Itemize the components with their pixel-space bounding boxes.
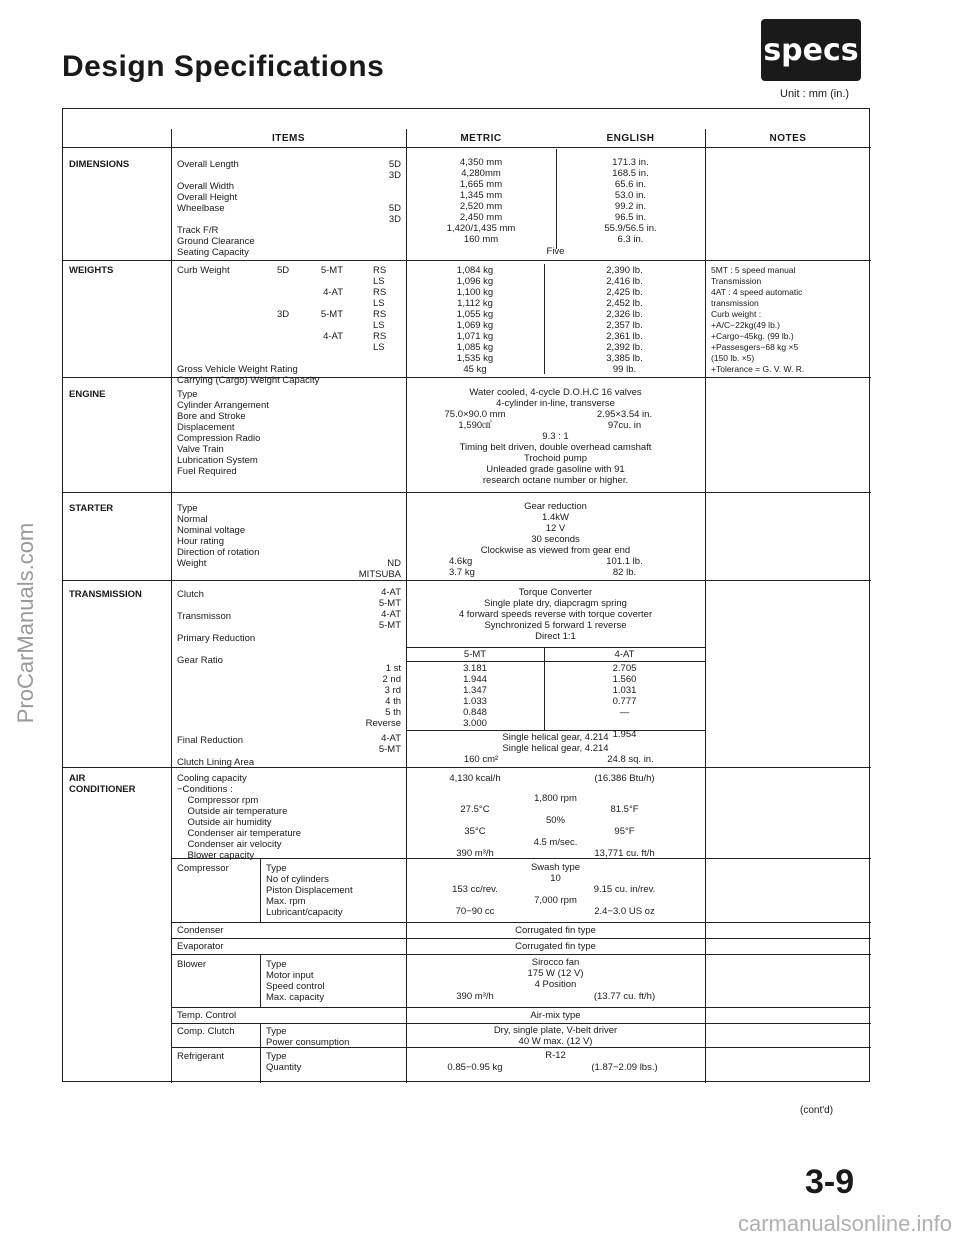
ac-capacity-metric: 4,130 kcal/h xyxy=(449,773,501,784)
refrigerant-qty-english: (1.87−2.09 lbs.) xyxy=(591,1062,658,1073)
compressor-lub-english: 2.4−3.0 US oz xyxy=(594,906,655,917)
ac-humidity: 50% xyxy=(545,815,565,826)
spec-table xyxy=(62,108,870,1082)
dimensions-metric: 4,350 mm 4,280mm 1,665 mm 1,345 mm 2,520 mm 2,450 mm 1,420/1,435 mm 160 mm xyxy=(446,157,516,245)
refrigerant-label: Refrigerant xyxy=(177,1051,224,1062)
transmission-items: Clutch Transmisson Primary Reduction Gear Ratio xyxy=(177,589,256,666)
ac-outside-temp-english: 81.5°F xyxy=(610,804,639,815)
blower-cap-english: (13.77 cu. ft/h) xyxy=(593,991,656,1002)
blower-items: Type Motor input Speed control Max. capacity xyxy=(266,959,325,1003)
row-divider xyxy=(406,661,705,662)
clutch-lining-english: 24.8 sq. in. xyxy=(607,754,654,765)
ac-cond-temp-english: 95°F xyxy=(614,826,635,837)
specs-badge: specs xyxy=(761,19,861,81)
starter-items: Type Normal Nominal voltage Hour rating Direction of rotation Weight xyxy=(177,503,260,569)
transmission-items-2: Final Reduction Clutch Lining Area xyxy=(177,735,255,768)
side-watermark xyxy=(6,493,46,753)
condenser-label: Condenser xyxy=(177,925,224,936)
weights-metric: 1,084 kg 1,096 kg 1,100 kg 1,112 kg 1,055 kg 1,069 kg 1,071 kg 1,085 kg 1,535 kg 45 kg xyxy=(456,265,494,375)
row-divider xyxy=(63,260,871,261)
gear-labels: 1 st 2 nd 3 rd 4 th 5 th Reverse xyxy=(365,663,401,729)
starter-makes: ND MITSUBA xyxy=(358,558,401,580)
compressor-label: Compressor xyxy=(177,863,229,874)
blower-label: Blower xyxy=(177,959,207,970)
gear-header-4at: 4-AT xyxy=(614,649,635,660)
comp-clutch-values: Dry, single plate, V-belt driver 40 W max. (12 V) xyxy=(493,1025,618,1047)
weights-trans: 5-MT 4-AT 5-MT 4-AT xyxy=(320,265,343,342)
ac-outside-temp-metric: 27.5°C xyxy=(460,804,490,815)
section-starter: STARTER xyxy=(69,503,114,514)
engine-bore-english: 2.95×3.54 in. xyxy=(596,409,653,420)
engine-disp-metric: 1,590㎤ xyxy=(458,420,492,431)
compressor-items: Type No of cylinders Piston Displacement Max. rpm Lubricant/capacity xyxy=(266,863,353,918)
transmission-sub-2: 4-AT 5-MT xyxy=(378,733,401,755)
section-dimensions: DIMENSIONS xyxy=(69,159,130,170)
engine-fuel: Unleaded grade gasoline with 91 xyxy=(486,464,625,475)
engine-lubrication: Trochoid pump xyxy=(523,453,587,464)
engine-bore-metric: 75.0×90.0 mm xyxy=(444,409,506,420)
compressor-cylinders: 10 xyxy=(550,873,561,884)
engine-compression: 9.3 : 1 xyxy=(542,431,569,442)
row-divider xyxy=(63,147,871,148)
clutch-lining-metric: 160 cm² xyxy=(463,754,499,765)
col-header-english: ENGLISH xyxy=(606,133,655,144)
gear-ratios-5mt: 3.181 1.944 1.347 1.033 0.848 3.000 xyxy=(463,663,487,729)
blower-values: Sirocco fan 175 W (12 V) 4 Position xyxy=(527,957,584,990)
engine-type: Water cooled, 4-cycle D.O.H.C 16 valves xyxy=(469,387,642,398)
row-divider xyxy=(171,1023,871,1024)
compressor-pd-english: 9.15 cu. in/rev. xyxy=(593,884,656,895)
col-header-items: ITEMS xyxy=(271,133,306,144)
engine-disp-english: 97cu. in xyxy=(607,420,642,431)
comp-clutch-items: Type Power consumption xyxy=(266,1026,350,1048)
gear-header-5mt: 5-MT xyxy=(463,649,487,660)
ac-cond-temp-metric: 35°C xyxy=(464,826,486,837)
row-divider xyxy=(406,647,705,648)
refrigerant-items: Type Quantity xyxy=(266,1051,302,1073)
section-weights: WEIGHTS xyxy=(69,265,114,276)
compressor-pd-metric: 153 cc/rev. xyxy=(452,884,498,895)
temp-control-value: Air-mix type xyxy=(530,1010,581,1021)
weights-grade: RS LS RS LS RS LS RS LS xyxy=(373,265,387,353)
temp-control-label: Temp. Control xyxy=(177,1010,237,1021)
bottom-watermark: carmanualsonline.info xyxy=(737,1211,952,1236)
section-transmission: TRANSMISSION xyxy=(69,589,142,600)
weights-notes: 5MT : 5 speed manual Transmission 4AT : 4 speed automatic transmission Curb weight : +A/C−22kg(49 lb.) +Cargo−45kg. (99 lb.) +Passesgers−68 kg ×5 (150 lb. ×5) +Tolerance = G. V. W. R. xyxy=(711,265,805,374)
engine-items: Type Cylinder Arrangement Bore and Stroke Displacement Compression Radio Valve Train Lubrication System Fuel Required xyxy=(177,389,269,477)
continued-note: (cont'd) xyxy=(800,1105,834,1116)
ac-compressor-rpm: 1,800 rpm xyxy=(534,793,577,804)
row-divider xyxy=(63,492,871,493)
ac-capacity-english: (16.386 Btu/h) xyxy=(594,773,655,784)
col-divider xyxy=(260,858,261,922)
weights-items: Curb Weight Gross Vehicle Weight Rating Carrying (Cargo) Weight Capacity xyxy=(177,265,320,386)
ac-items: Cooling capacity −Conditions : Compressor rpm Outside air temperature Outside air humidity Condenser air temperature Condenser air velocity Blower capacity xyxy=(177,773,302,861)
transmission-values: Torque Converter Single plate dry, diapcragm spring 4 forward speeds reverse with torque coverter Synchronized 5 forward 1 reverse Direct 1:1 xyxy=(458,587,653,642)
col-header-notes: NOTES xyxy=(769,133,807,144)
compressor-lub-metric: 70−90 cc xyxy=(455,906,495,917)
dimensions-variants: 5D 3D 5D 3D xyxy=(388,159,401,225)
final-reduction-2: Single helical gear, 4.214 xyxy=(502,743,609,754)
gear-ratios-4at: 2.705 1.560 1.031 0.777 — 1.954 xyxy=(612,663,637,740)
starter-weight-metric: 4.6kg 3.7 kg xyxy=(449,556,475,578)
evaporator-value: Corrugated fin type xyxy=(515,941,596,952)
refrigerant-qty-metric: 0.85−0.95 kg xyxy=(447,1062,503,1073)
col-divider xyxy=(260,954,261,1007)
row-divider xyxy=(171,938,871,939)
blower-cap-metric: 390 m³/h xyxy=(456,991,494,1002)
transmission-sub: 4-AT 5-MT 4-AT 5-MT xyxy=(378,587,401,631)
ac-blower-cap-english: 13,771 cu. ft/h xyxy=(594,848,655,859)
starter-weight-english: 101.1 lb. 82 lb. xyxy=(606,556,643,578)
unit-note: Unit : mm (in.) xyxy=(780,88,850,100)
ac-blower-cap-metric: 390 m³/h xyxy=(456,848,494,859)
compressor-type: Swash type xyxy=(530,862,581,873)
col-divider xyxy=(171,129,172,1083)
starter-values: Gear reduction 1.4kW 12 V 30 seconds Clockwise as viewed from gear end xyxy=(480,501,631,556)
col-header-metric: METRIC xyxy=(460,133,502,144)
evaporator-label: Evaporator xyxy=(177,941,224,952)
page-number: 3-9 xyxy=(805,1163,855,1201)
seating-capacity: Five xyxy=(546,246,565,257)
dimensions-english: 171.3 in. 168.5 in. 65.6 in. 53.0 in. 99.2 in. 96.5 in. 55.9/56.5 in. 6.3 in. xyxy=(604,157,657,245)
weights-body: 5D 3D xyxy=(277,265,290,320)
row-divider xyxy=(63,580,871,581)
row-divider xyxy=(171,1007,871,1008)
row-divider xyxy=(171,922,871,923)
engine-valve-train: Timing belt driven, double overhead camshaft xyxy=(459,442,652,453)
engine-fuel-2: research octane number or higher. xyxy=(482,475,629,486)
compressor-rpm: 7,000 rpm xyxy=(534,895,577,906)
dimensions-items: Overall Length Overall Width Overall Height Wheelbase Track F/R Ground Clearance Seating Capacity xyxy=(177,159,255,258)
refrigerant-type: R-12 xyxy=(545,1050,566,1061)
side-watermark-text: ProCarManuals.com xyxy=(13,522,38,724)
section-air-conditioner: AIR CONDITIONER xyxy=(69,773,136,795)
condenser-value: Corrugated fin type xyxy=(515,925,596,936)
section-engine: ENGINE xyxy=(69,389,106,400)
engine-arrangement: 4-cylinder in-line, transverse xyxy=(496,398,615,409)
comp-clutch-label: Comp. Clutch xyxy=(177,1026,235,1037)
ac-velocity: 4.5 m/sec. xyxy=(533,837,578,848)
final-reduction-1: Single helical gear, 4.214 xyxy=(502,732,609,743)
row-divider xyxy=(171,954,871,955)
col-divider xyxy=(705,129,706,1083)
col-divider xyxy=(260,1023,261,1083)
page-title: Design Specifications xyxy=(62,50,385,83)
weights-english: 2,390 lb. 2,416 lb. 2,425 lb. 2,452 lb. 2,326 lb. 2,357 lb. 2,361 lb. 2,392 lb. 3,385 lb. 99 lb. xyxy=(606,265,643,375)
